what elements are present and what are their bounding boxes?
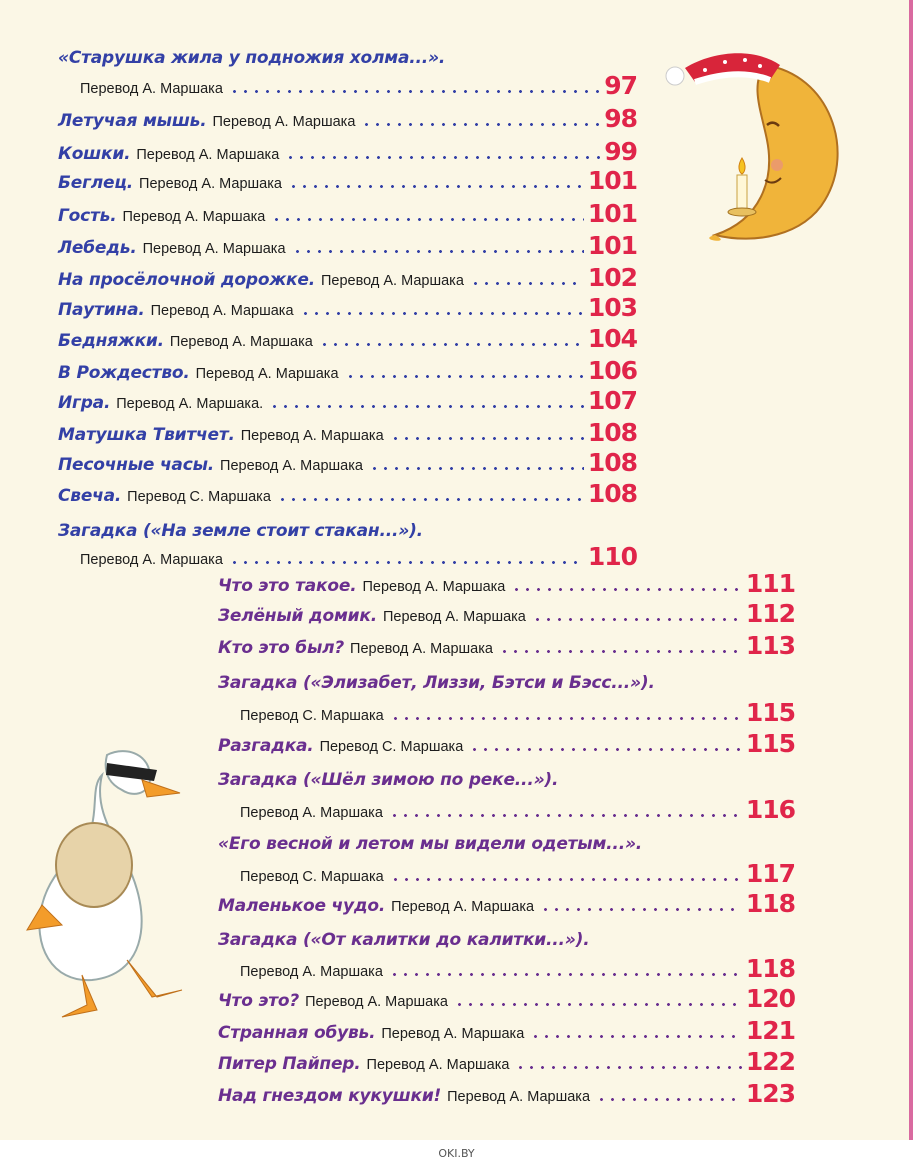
entry-title: Лебедь. (58, 238, 137, 258)
entry-page-number: 101 (587, 199, 637, 228)
toc-entry[interactable] (58, 136, 637, 164)
dot-leader (532, 618, 742, 621)
dot-leader (361, 123, 600, 126)
toc-entry[interactable] (80, 541, 637, 569)
entry-page-number: 121 (745, 1016, 795, 1045)
entry-translator: Перевод А. Маршака (150, 303, 294, 319)
entry-translator: Перевод А. Маршака (366, 1057, 510, 1073)
entry-page-number: 122 (745, 1047, 795, 1076)
entry-title: Загадка («Шёл зимою по реке...»). (218, 770, 559, 790)
dot-leader (390, 437, 584, 440)
entry-translator: Перевод А. Маршака (142, 241, 286, 257)
entry-title: Над гнездом кукушки! (218, 1086, 442, 1106)
crescent-moon-with-candle-icon (655, 40, 855, 250)
toc-entry[interactable] (58, 40, 637, 68)
entry-translator: Перевод А. Маршака (391, 899, 535, 915)
dot-leader (277, 498, 584, 501)
dot-leader (229, 561, 584, 564)
dot-leader (319, 343, 584, 346)
entry-page-number: 101 (587, 231, 637, 260)
entry-page-number: 110 (587, 542, 637, 571)
entry-page-number: 108 (587, 418, 637, 447)
toc-entry[interactable] (218, 922, 795, 950)
entry-translator: Перевод А. Маршака (240, 428, 384, 444)
entry-translator: Перевод А. Маршака (220, 458, 363, 474)
toc-entry[interactable] (58, 292, 637, 320)
entry-translator: Перевод А. Маршака (382, 609, 526, 625)
entry-title: Что это такое. (218, 576, 357, 596)
toc-entry[interactable] (218, 762, 795, 790)
watermark-bar (0, 1140, 913, 1168)
goose-with-sack-icon (22, 735, 197, 1020)
entry-page-number: 108 (587, 479, 637, 508)
toc-entry[interactable] (218, 1078, 795, 1106)
toc-entry[interactable] (58, 198, 637, 226)
entry-title: Что это? (218, 991, 300, 1011)
entry-title: Кошки. (58, 144, 131, 164)
entry-title: Матушка Твитчет. (58, 425, 235, 445)
entry-translator: Перевод А. Маршака. (116, 396, 264, 412)
toc-entry[interactable] (218, 568, 795, 596)
toc-entry[interactable] (218, 1046, 795, 1074)
entry-page-number: 115 (745, 729, 795, 758)
entry-title: Песочные часы. (58, 455, 215, 475)
entry-title: В Рождество. (58, 363, 190, 383)
toc-entry[interactable] (58, 165, 637, 193)
entry-translator: Перевод С. Маршака (240, 869, 384, 885)
dot-leader (229, 90, 600, 93)
entry-translator: Перевод А. Маршака (136, 147, 280, 163)
toc-entry[interactable] (58, 262, 637, 290)
dot-leader (511, 588, 741, 591)
entry-translator: Перевод А. Маршака (362, 579, 506, 595)
entry-title: Разгадка. (218, 736, 314, 756)
entry-title: «Старушка жила у подножия холма...». (58, 48, 446, 68)
entry-translator: Перевод А. Маршака (240, 964, 383, 980)
dot-leader (540, 908, 742, 911)
entry-title: На просёлочной дорожке. (58, 270, 315, 290)
entry-title: Питер Пайпер. (218, 1054, 361, 1074)
toc-entry[interactable] (58, 447, 637, 475)
entry-page-number: 118 (745, 889, 795, 918)
dot-leader (271, 218, 583, 221)
entry-page-number: 98 (604, 104, 637, 133)
entry-translator: Перевод С. Маршака (127, 489, 271, 505)
toc-entry[interactable] (218, 826, 795, 854)
entry-title: Бедняжки. (58, 331, 164, 351)
entry-page-number: 120 (745, 984, 795, 1013)
entry-title: Беглец. (58, 173, 134, 193)
entry-page-number: 97 (604, 71, 637, 100)
dot-leader (530, 1035, 742, 1038)
toc-entry[interactable] (240, 794, 795, 822)
entry-page-number: 102 (587, 263, 637, 292)
entry-translator: Перевод А. Маршака (80, 552, 223, 568)
entry-page-number: 111 (745, 569, 795, 598)
entry-title: Паутина. (58, 300, 145, 320)
entry-translator: Перевод А. Маршака (169, 334, 313, 350)
dot-leader (454, 1003, 742, 1006)
toc-entry[interactable] (218, 888, 795, 916)
toc-entry[interactable] (58, 513, 637, 541)
entry-translator: Перевод А. Маршака (320, 273, 464, 289)
entry-translator: Перевод А. Маршака (447, 1089, 591, 1105)
toc-entry[interactable] (218, 630, 795, 658)
toc-entry[interactable] (240, 697, 795, 725)
dot-leader (470, 282, 584, 285)
dot-leader (389, 814, 742, 817)
entry-page-number: 117 (745, 859, 795, 888)
toc-entry[interactable] (240, 858, 795, 886)
page-edge (909, 0, 913, 1140)
toc-entry[interactable] (58, 323, 637, 351)
entry-page-number: 106 (587, 356, 637, 385)
entry-page-number: 108 (587, 448, 637, 477)
entry-page-number: 101 (587, 166, 637, 195)
toc-entry[interactable] (58, 355, 637, 383)
toc-entry[interactable] (58, 417, 637, 445)
entry-page-number: 113 (745, 631, 795, 660)
watermark-text: OKI.BY (438, 1147, 475, 1160)
dot-leader (389, 973, 742, 976)
entry-title: Свеча. (58, 486, 122, 506)
dot-leader (390, 717, 742, 720)
entry-title: Летучая мышь. (58, 111, 207, 131)
dot-leader (345, 375, 584, 378)
entry-page-number: 116 (745, 795, 795, 824)
entry-title: Зелёный домик. (218, 606, 377, 626)
entry-page-number: 104 (587, 324, 637, 353)
entry-translator: Перевод А. Маршака (80, 81, 223, 97)
entry-page-number: 112 (745, 599, 795, 628)
entry-translator: Перевод А. Маршака (139, 176, 282, 192)
entry-translator: Перевод С. Маршака (319, 739, 464, 755)
entry-translator: Перевод А. Маршака (350, 641, 493, 657)
toc-entry[interactable] (218, 665, 795, 693)
entry-title: Гость. (58, 206, 117, 226)
entry-page-number: 115 (745, 698, 795, 727)
entry-page-number: 99 (604, 137, 637, 166)
toc-entry[interactable] (80, 70, 637, 98)
toc-entry[interactable] (218, 983, 795, 1011)
entry-page-number: 123 (745, 1079, 795, 1108)
toc-entry[interactable] (218, 598, 795, 626)
entry-translator: Перевод А. Маршака (212, 114, 356, 130)
entry-translator: Перевод А. Маршака (122, 209, 266, 225)
dot-leader (269, 405, 584, 408)
entry-page-number: 118 (745, 954, 795, 983)
dot-leader (390, 878, 742, 881)
entry-title: Странная обувь. (218, 1023, 376, 1043)
dot-leader (499, 650, 742, 653)
toc-entry[interactable] (58, 103, 637, 131)
entry-title: Кто это был? (218, 638, 345, 658)
entry-title: Игра. (58, 393, 111, 413)
toc-entry[interactable] (58, 385, 637, 413)
toc-entry[interactable] (58, 230, 637, 258)
dot-leader (300, 312, 584, 315)
toc-entry[interactable] (240, 953, 795, 981)
entry-translator: Перевод А. Маршака (240, 805, 383, 821)
dot-leader (288, 185, 584, 188)
entry-title: Загадка («Элизабет, Лиззи, Бэтси и Бэсс...»). (218, 673, 655, 693)
toc-entry[interactable] (58, 478, 637, 506)
toc-entry[interactable] (218, 728, 795, 756)
entry-translator: Перевод А. Маршака (305, 994, 448, 1010)
entry-page-number: 107 (587, 386, 637, 415)
dot-leader (285, 156, 600, 159)
dot-leader (369, 467, 584, 470)
entry-translator: Перевод А. Маршака (381, 1026, 525, 1042)
dot-leader (515, 1066, 741, 1069)
entry-title: Загадка («От калитки до калитки...»). (218, 930, 590, 950)
dot-leader (292, 250, 584, 253)
toc-entry[interactable] (218, 1015, 795, 1043)
dot-leader (469, 748, 742, 751)
entry-page-number: 103 (587, 293, 637, 322)
entry-title: Загадка («На земле стоит стакан...»). (58, 521, 423, 541)
entry-translator: Перевод С. Маршака (240, 708, 384, 724)
entry-title: Маленькое чудо. (218, 896, 386, 916)
entry-title: «Его весной и летом мы видели одетым...». (218, 834, 643, 854)
dot-leader (596, 1098, 742, 1101)
entry-translator: Перевод А. Маршака (195, 366, 339, 382)
